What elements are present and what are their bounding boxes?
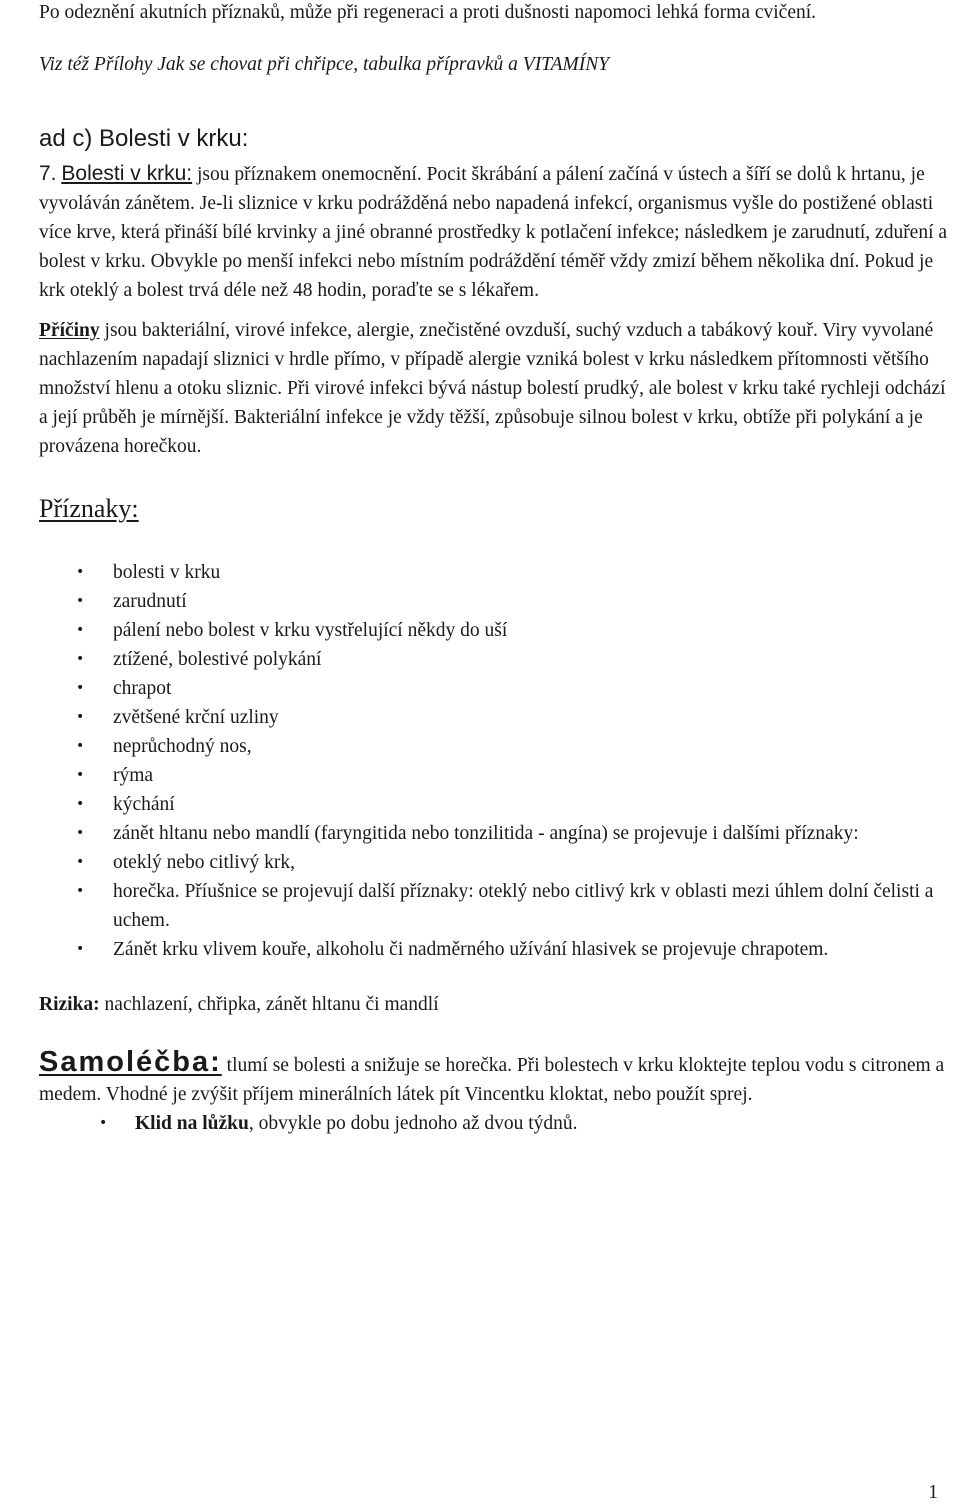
list-item: • rýma (39, 761, 957, 790)
list-item: • horečka. Příušnice se projevují další příznaky: oteklý nebo citlivý krk v oblasti mezi úhlem dolní čelisti a uchem. (39, 877, 957, 935)
bullet-icon: • (76, 941, 85, 957)
list-item: • Zánět krku vlivem kouře, alkoholu či nadměrného užívání hlasivek se projevuje chrapotem. (39, 935, 957, 964)
causes-text: jsou bakteriální, virové infekce, alergie, znečistěné ovzduší, suchý vzduch a tabákový kouř. Viry vyvolané nachlazením napadají sliznici v hrdle přímo, v případě alergie vzniká bolest v krku následkem přítomnosti většího množství hlenu a otoku sliznic. Při virové infekci bývá nástup bolestí prudký, ale bolest v krku také rychleji odchází a její průběh je mírnější. Bakteriální infekce je vždy těžší, způsobuje silnou bolest v krku, obtíže při polykání a je provázena horečkou. (39, 320, 946, 457)
rest-text: , obvykle po dobu jednoho až dvou týdnů. (248, 1113, 578, 1134)
risks-label: Rizika: (39, 994, 100, 1015)
causes-paragraph (39, 316, 957, 461)
symptoms-heading-text: Příznaky: (39, 494, 139, 523)
bullet-icon: • (76, 883, 85, 899)
list-item: • zarudnutí (39, 587, 957, 616)
list-item: • pálení nebo bolest v krku vystřelující někdy do uší (39, 616, 957, 645)
bullet-icon: • (76, 854, 85, 870)
bullet-icon: • (76, 738, 85, 754)
selfcare-list (39, 1109, 957, 1138)
list-item: • oteklý nebo citlivý krk, (39, 848, 957, 877)
list-item: • zánět hltanu nebo mandlí (faryngitida nebo tonzilitida - angína) se projevuje i dalšími příznaky: (39, 819, 957, 848)
list-item: • neprůchodný nos, (39, 732, 957, 761)
list-item: • ztížené, bolestivé polykání (39, 645, 957, 674)
risks-paragraph (39, 990, 957, 1019)
page-number: 1 (928, 1482, 938, 1503)
bullet-icon: • (76, 680, 85, 696)
selfcare-label: Samoléčba: (39, 1046, 222, 1078)
symptoms-list (39, 558, 957, 964)
list-item: • zvětšené krční uzliny (39, 703, 957, 732)
section-ad-heading: ad c) Bolesti v krku: (39, 125, 249, 152)
list-item: • kýchání (39, 790, 957, 819)
list-item (39, 1109, 957, 1138)
bullet-icon: • (76, 593, 85, 609)
bullet-icon: • (76, 564, 85, 580)
bullet-icon: • (76, 622, 85, 638)
causes-label: Příčiny (39, 320, 100, 341)
bullet-icon: • (76, 767, 85, 783)
bullet-icon: • (76, 651, 85, 667)
rest-bold: Klid na lůžku (135, 1113, 249, 1134)
bullet-icon: • (76, 825, 85, 841)
document-page (39, 0, 957, 1138)
list-item: • bolesti v krku (39, 558, 957, 587)
selfcare-text: tlumí se bolesti a snižuje se horečka. Při bolestech v krku kloktejte teplou vodu s citronem a medem. Vhodné je zvýšit příjem minerálních látek pít Vincentku kloktat, nebo použít sprej. (39, 1055, 945, 1105)
bullet-icon: • (76, 709, 85, 725)
risks-text: nachlazení, chřipka, zánět hltanu či mandlí (99, 994, 439, 1015)
section-7-number: 7. (39, 162, 57, 185)
intro-paragraph: Po odeznění akutních příznaků, může při regeneraci a proti dušnosti napomoci lehká forma cvičení. (39, 2, 817, 23)
section-7-body: jsou příznakem onemocnění. Pocit škrábání a pálení začíná v ústech a šíří se dolů k hrtanu, je vyvoláván zánětem. Je-li sliznice v krku podrážděná nebo napadená infekcí, organismus vyšle do postižené oblasti více krve, která přináší bílé krvinky a jiné obranné prostředky k potlačení infekce; následkem je zarudnutí, zduření a bolest v krku. Obvykle po menší infekci nebo místním podráždění téměř vždy zmizí během několika dní. Pokud je krk oteklý a bolest trvá déle než 48 hodin, poraďte se s lékařem. (39, 164, 948, 301)
list-item: • chrapot (39, 674, 957, 703)
section-7-title: Bolesti v krku: (61, 162, 193, 185)
symptoms-heading (39, 489, 957, 529)
see-also-link[interactable]: Viz též Přílohy Jak se chovat při chřipce, tabulka přípravků a VITAMÍNY (39, 54, 610, 75)
section-7-paragraph (39, 159, 957, 305)
bullet-icon: • (99, 1115, 108, 1131)
selfcare-paragraph (39, 1048, 957, 1109)
bullet-icon: • (76, 796, 85, 812)
